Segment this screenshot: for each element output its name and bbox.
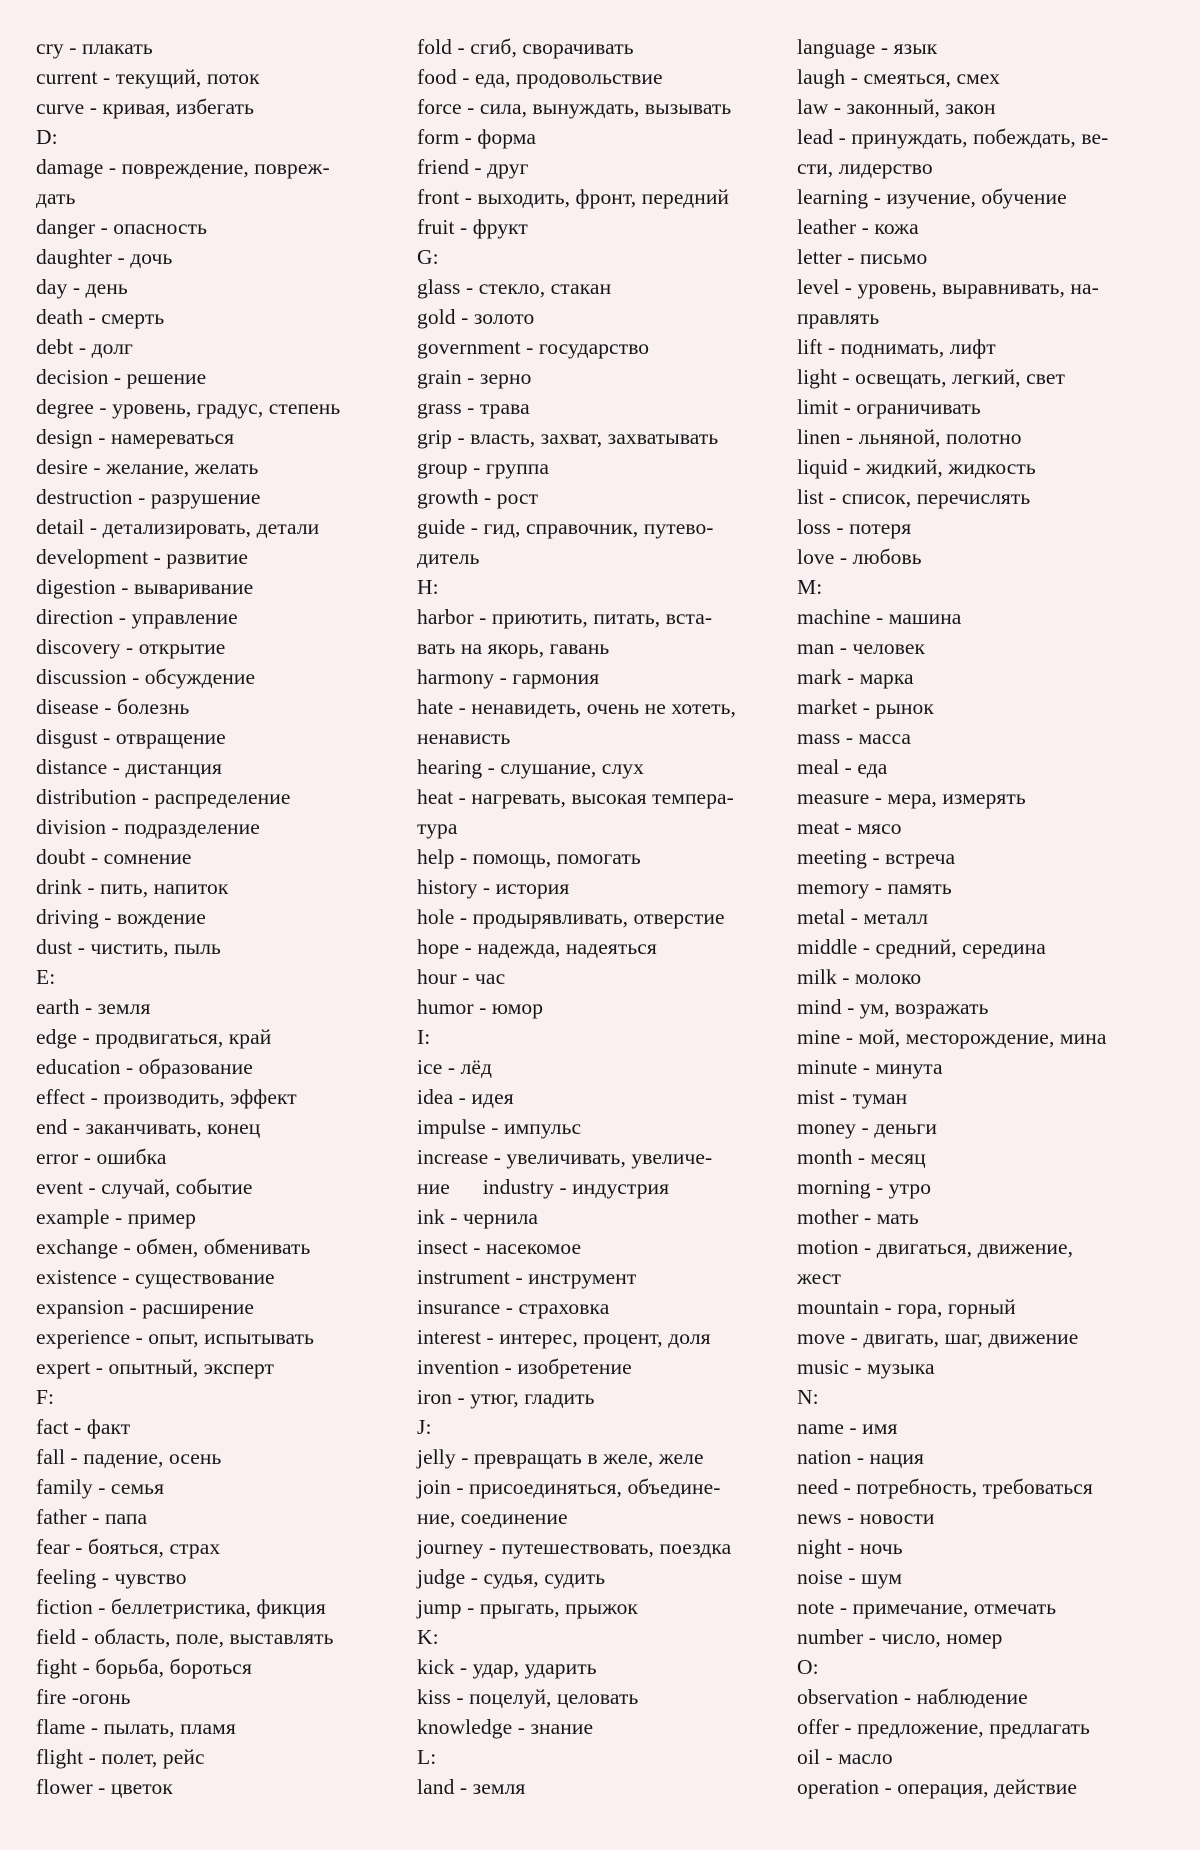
vocabulary-entry: knowledge - знание bbox=[417, 1715, 594, 1739]
vocabulary-entry: language - язык bbox=[797, 35, 938, 59]
vocabulary-entry: morning - утро bbox=[797, 1175, 932, 1199]
vocabulary-entry: distribution - распределение bbox=[36, 785, 291, 809]
vocabulary-entry: правлять bbox=[797, 305, 880, 329]
vocabulary-entry: fold - сгиб, сворачивать bbox=[417, 35, 634, 59]
vocabulary-entry: disgust - отвращение bbox=[36, 725, 226, 749]
vocabulary-entry: meeting - встреча bbox=[797, 845, 956, 869]
vocabulary-entry: сти, лидерство bbox=[797, 155, 933, 179]
vocabulary-column-1 bbox=[36, 32, 408, 1802]
vocabulary-entry: day - день bbox=[36, 275, 128, 299]
vocabulary-entry: mother - мать bbox=[797, 1205, 919, 1229]
vocabulary-entry: memory - память bbox=[797, 875, 952, 899]
vocabulary-entry: example - пример bbox=[36, 1205, 196, 1229]
vocabulary-entry: doubt - сомнение bbox=[36, 845, 192, 869]
vocabulary-entry: curve - кривая, избегать bbox=[36, 95, 255, 119]
vocabulary-entry: disease - болезнь bbox=[36, 695, 190, 719]
vocabulary-entry: minute - минута bbox=[797, 1055, 943, 1079]
vocabulary-entry: current - текущий, поток bbox=[36, 65, 260, 89]
vocabulary-entry: drink - пить, напиток bbox=[36, 875, 229, 899]
vocabulary-entry: ненависть bbox=[417, 725, 511, 749]
vocabulary-entry: detail - детализировать, детали bbox=[36, 515, 320, 539]
vocabulary-entry: jelly - превращать в желе, желе bbox=[417, 1445, 704, 1469]
vocabulary-entry: idea - идея bbox=[417, 1085, 514, 1109]
vocabulary-entry: daughter - дочь bbox=[36, 245, 173, 269]
vocabulary-entry: degree - уровень, градус, степень bbox=[36, 395, 341, 419]
vocabulary-entry: danger - опасность bbox=[36, 215, 208, 239]
vocabulary-entry: ние, соединение bbox=[417, 1505, 568, 1529]
vocabulary-entry: harbor - приютить, питать, вста- bbox=[417, 605, 713, 629]
vocabulary-entry: oil - масло bbox=[797, 1745, 893, 1769]
vocabulary-entry: heat - нагревать, высокая темпера- bbox=[417, 785, 734, 809]
vocabulary-entry: linen - льняной, полотно bbox=[797, 425, 1022, 449]
vocabulary-entry: decision - решение bbox=[36, 365, 207, 389]
vocabulary-entry: education - образование bbox=[36, 1055, 253, 1079]
vocabulary-entry: lift - поднимать, лифт bbox=[797, 335, 996, 359]
vocabulary-entry: desire - желание, желать bbox=[36, 455, 259, 479]
vocabulary-entry: fire -огонь bbox=[36, 1685, 131, 1709]
vocabulary-entry: experience - опыт, испытывать bbox=[36, 1325, 315, 1349]
vocabulary-entry: grain - зерно bbox=[417, 365, 532, 389]
vocabulary-entry: ice - лёд bbox=[417, 1055, 493, 1079]
vocabulary-entry: mountain - гора, горный bbox=[797, 1295, 1016, 1319]
vocabulary-entry: jump - прыгать, прыжок bbox=[417, 1595, 638, 1619]
vocabulary-entry: discussion - обсуждение bbox=[36, 665, 256, 689]
vocabulary-entry: land - земля bbox=[417, 1775, 526, 1799]
vocabulary-entry: music - музыка bbox=[797, 1355, 935, 1379]
vocabulary-entry: вать на якорь, гавань bbox=[417, 635, 610, 659]
vocabulary-entry: expert - опытный, эксперт bbox=[36, 1355, 275, 1379]
vocabulary-entry: event - случай, событие bbox=[36, 1175, 253, 1199]
vocabulary-entry: offer - предложение, предлагать bbox=[797, 1715, 1090, 1739]
section-letter-heading: D: bbox=[36, 125, 58, 149]
vocabulary-entry: limit - ограничивать bbox=[797, 395, 981, 419]
vocabulary-entry: law - законный, закон bbox=[797, 95, 996, 119]
vocabulary-entry: market - рынок bbox=[797, 695, 934, 719]
vocabulary-entry: letter - письмо bbox=[797, 245, 928, 269]
vocabulary-entry: increase - увеличивать, увеличе- bbox=[417, 1145, 713, 1169]
vocabulary-entry: name - имя bbox=[797, 1415, 898, 1439]
section-letter-heading: I: bbox=[417, 1025, 431, 1049]
section-letter-heading: F: bbox=[36, 1385, 55, 1409]
vocabulary-entry: fact - факт bbox=[36, 1415, 131, 1439]
vocabulary-entry: invention - изобретение bbox=[417, 1355, 632, 1379]
vocabulary-entry: humor - юмор bbox=[417, 995, 544, 1019]
vocabulary-entry: discovery - открытие bbox=[36, 635, 226, 659]
vocabulary-entry: leather - кожа bbox=[797, 215, 919, 239]
vocabulary-entry: flight - полет, рейс bbox=[36, 1745, 205, 1769]
vocabulary-entry: kiss - поцелуй, целовать bbox=[417, 1685, 639, 1709]
vocabulary-entry: mark - марка bbox=[797, 665, 914, 689]
vocabulary-entry: fiction - беллетристика, фикция bbox=[36, 1595, 326, 1619]
vocabulary-entry: family - семья bbox=[36, 1475, 165, 1499]
section-letter-heading: N: bbox=[797, 1385, 819, 1409]
vocabulary-column-2 bbox=[417, 32, 789, 1802]
vocabulary-entry: impulse - импульс bbox=[417, 1115, 582, 1139]
vocabulary-entry: mine - мой, месторождение, мина bbox=[797, 1025, 1107, 1049]
vocabulary-entry: motion - двигаться, движение, bbox=[797, 1235, 1074, 1259]
vocabulary-entry: development - развитие bbox=[36, 545, 249, 569]
section-letter-heading: H: bbox=[417, 575, 439, 599]
vocabulary-entry: month - месяц bbox=[797, 1145, 926, 1169]
vocabulary-entry: hour - час bbox=[417, 965, 506, 989]
vocabulary-entry: feeling - чувство bbox=[36, 1565, 187, 1589]
vocabulary-entry: flame - пылать, пламя bbox=[36, 1715, 236, 1739]
vocabulary-entry: дать bbox=[36, 185, 76, 209]
vocabulary-entry: expansion - расширение bbox=[36, 1295, 255, 1319]
vocabulary-entry: edge - продвигаться, край bbox=[36, 1025, 272, 1049]
vocabulary-entry: lead - принуждать, побеждать, ве- bbox=[797, 125, 1109, 149]
vocabulary-entry: middle - средний, середина bbox=[797, 935, 1046, 959]
vocabulary-entry: fall - падение, осень bbox=[36, 1445, 222, 1469]
vocabulary-entry: judge - судья, судить bbox=[417, 1565, 606, 1589]
vocabulary-entry: fight - борьба, бороться bbox=[36, 1655, 252, 1679]
section-letter-heading: G: bbox=[417, 245, 439, 269]
vocabulary-entry: distance - дистанция bbox=[36, 755, 222, 779]
vocabulary-entry: grip - власть, захват, захватывать bbox=[417, 425, 719, 449]
vocabulary-entry: division - подразделение bbox=[36, 815, 260, 839]
vocabulary-entry: flower - цветок bbox=[36, 1775, 173, 1799]
vocabulary-entry: measure - мера, измерять bbox=[797, 785, 1026, 809]
vocabulary-entry: damage - повреждение, повреж- bbox=[36, 155, 330, 179]
vocabulary-entry: note - примечание, отмечать bbox=[797, 1595, 1057, 1619]
vocabulary-entry: government - государство bbox=[417, 335, 650, 359]
vocabulary-entry: insect - насекомое bbox=[417, 1235, 582, 1259]
vocabulary-entry: cry - плакать bbox=[36, 35, 153, 59]
vocabulary-entry: harmony - гармония bbox=[417, 665, 600, 689]
vocabulary-entry: iron - утюг, гладить bbox=[417, 1385, 595, 1409]
vocabulary-entry: move - двигать, шаг, движение bbox=[797, 1325, 1079, 1349]
vocabulary-entry: ink - чернила bbox=[417, 1205, 539, 1229]
vocabulary-entry: food - еда, продовольствие bbox=[417, 65, 663, 89]
vocabulary-entry: hole - продырявливать, отверстие bbox=[417, 905, 725, 929]
vocabulary-entry: milk - молоко bbox=[797, 965, 922, 989]
vocabulary-entry: night - ночь bbox=[797, 1535, 903, 1559]
vocabulary-entry: exchange - обмен, обменивать bbox=[36, 1235, 311, 1259]
vocabulary-entry: nation - нация bbox=[797, 1445, 924, 1469]
vocabulary-entry: history - история bbox=[417, 875, 570, 899]
vocabulary-entry: fruit - фрукт bbox=[417, 215, 528, 239]
vocabulary-entry: fear - бояться, страх bbox=[36, 1535, 221, 1559]
vocabulary-entry: news - новости bbox=[797, 1505, 935, 1529]
vocabulary-entry: number - число, номер bbox=[797, 1625, 1003, 1649]
vocabulary-entry: glass - стекло, стакан bbox=[417, 275, 612, 299]
vocabulary-entry: insurance - страховка bbox=[417, 1295, 610, 1319]
vocabulary-entry: growth - рост bbox=[417, 485, 539, 509]
vocabulary-entry: дитель bbox=[417, 545, 480, 569]
vocabulary-entry: metal - металл bbox=[797, 905, 929, 929]
vocabulary-entry: death - смерть bbox=[36, 305, 165, 329]
vocabulary-entry: front - выходить, фронт, передний bbox=[417, 185, 730, 209]
section-letter-heading: M: bbox=[797, 575, 823, 599]
vocabulary-entry: debt - долг bbox=[36, 335, 133, 359]
vocabulary-entry: meat - мясо bbox=[797, 815, 902, 839]
vocabulary-entry: man - человек bbox=[797, 635, 926, 659]
vocabulary-entry: loss - потеря bbox=[797, 515, 912, 539]
vocabulary-entry: level - уровень, выравнивать, на- bbox=[797, 275, 1099, 299]
vocabulary-entry: ние industry - индустрия bbox=[417, 1175, 670, 1199]
vocabulary-entry: digestion - вываривание bbox=[36, 575, 254, 599]
section-letter-heading: K: bbox=[417, 1625, 439, 1649]
vocabulary-entry: existence - существование bbox=[36, 1265, 275, 1289]
vocabulary-entry: force - сила, вынуждать, вызывать bbox=[417, 95, 732, 119]
vocabulary-entry: laugh - смеяться, смех bbox=[797, 65, 1000, 89]
vocabulary-entry: design - намереваться bbox=[36, 425, 235, 449]
vocabulary-entry: guide - гид, справочник, путево- bbox=[417, 515, 714, 539]
vocabulary-entry: mist - туман bbox=[797, 1085, 908, 1109]
vocabulary-entry: instrument - инструмент bbox=[417, 1265, 637, 1289]
vocabulary-entry: love - любовь bbox=[797, 545, 922, 569]
vocabulary-entry: error - ошибка bbox=[36, 1145, 167, 1169]
vocabulary-entry: destruction - разрушение bbox=[36, 485, 261, 509]
vocabulary-entry: direction - управление bbox=[36, 605, 238, 629]
vocabulary-entry: liquid - жидкий, жидкость bbox=[797, 455, 1036, 479]
vocabulary-entry: hope - надежда, надеяться bbox=[417, 935, 657, 959]
vocabulary-entry: mind - ум, возражать bbox=[797, 995, 989, 1019]
vocabulary-entry: father - папа bbox=[36, 1505, 148, 1529]
vocabulary-entry: group - группа bbox=[417, 455, 550, 479]
vocabulary-entry: effect - производить, эффект bbox=[36, 1085, 297, 1109]
vocabulary-entry: learning - изучение, обучение bbox=[797, 185, 1067, 209]
vocabulary-entry: meal - еда bbox=[797, 755, 888, 779]
vocabulary-entry: hearing - слушание, слух bbox=[417, 755, 644, 779]
vocabulary-entry: help - помощь, помогать bbox=[417, 845, 641, 869]
vocabulary-entry: field - область, поле, выставлять bbox=[36, 1625, 334, 1649]
vocabulary-entry: form - форма bbox=[417, 125, 537, 149]
vocabulary-entry: gold - золото bbox=[417, 305, 535, 329]
vocabulary-entry: noise - шум bbox=[797, 1565, 903, 1589]
vocabulary-entry: journey - путешествовать, поездка bbox=[417, 1535, 732, 1559]
vocabulary-entry: list - список, перечислять bbox=[797, 485, 1031, 509]
vocabulary-entry: mass - масса bbox=[797, 725, 912, 749]
vocabulary-entry: machine - машина bbox=[797, 605, 962, 629]
vocabulary-entry: join - присоединяться, объедине- bbox=[417, 1475, 721, 1499]
vocabulary-entry: kick - удар, ударить bbox=[417, 1655, 597, 1679]
vocabulary-entry: money - деньги bbox=[797, 1115, 937, 1139]
vocabulary-entry: observation - наблюдение bbox=[797, 1685, 1028, 1709]
vocabulary-entry: grass - трава bbox=[417, 395, 530, 419]
vocabulary-entry: light - освещать, легкий, свет bbox=[797, 365, 1066, 389]
section-letter-heading: O: bbox=[797, 1655, 819, 1679]
vocabulary-entry: need - потребность, требоваться bbox=[797, 1475, 1093, 1499]
vocabulary-entry: earth - земля bbox=[36, 995, 151, 1019]
section-letter-heading: J: bbox=[417, 1415, 432, 1439]
vocabulary-column-3 bbox=[797, 32, 1177, 1802]
vocabulary-entry: end - заканчивать, конец bbox=[36, 1115, 261, 1139]
vocabulary-entry: тура bbox=[417, 815, 458, 839]
vocabulary-entry: dust - чистить, пыль bbox=[36, 935, 221, 959]
vocabulary-entry: friend - друг bbox=[417, 155, 529, 179]
vocabulary-entry: interest - интерес, процент, доля bbox=[417, 1325, 711, 1349]
vocabulary-entry: hate - ненавидеть, очень не хотеть, bbox=[417, 695, 736, 719]
section-letter-heading: L: bbox=[417, 1745, 437, 1769]
vocabulary-entry: driving - вождение bbox=[36, 905, 206, 929]
vocabulary-entry: operation - операция, действие bbox=[797, 1775, 1077, 1799]
section-letter-heading: E: bbox=[36, 965, 56, 989]
vocabulary-entry: жест bbox=[797, 1265, 841, 1289]
